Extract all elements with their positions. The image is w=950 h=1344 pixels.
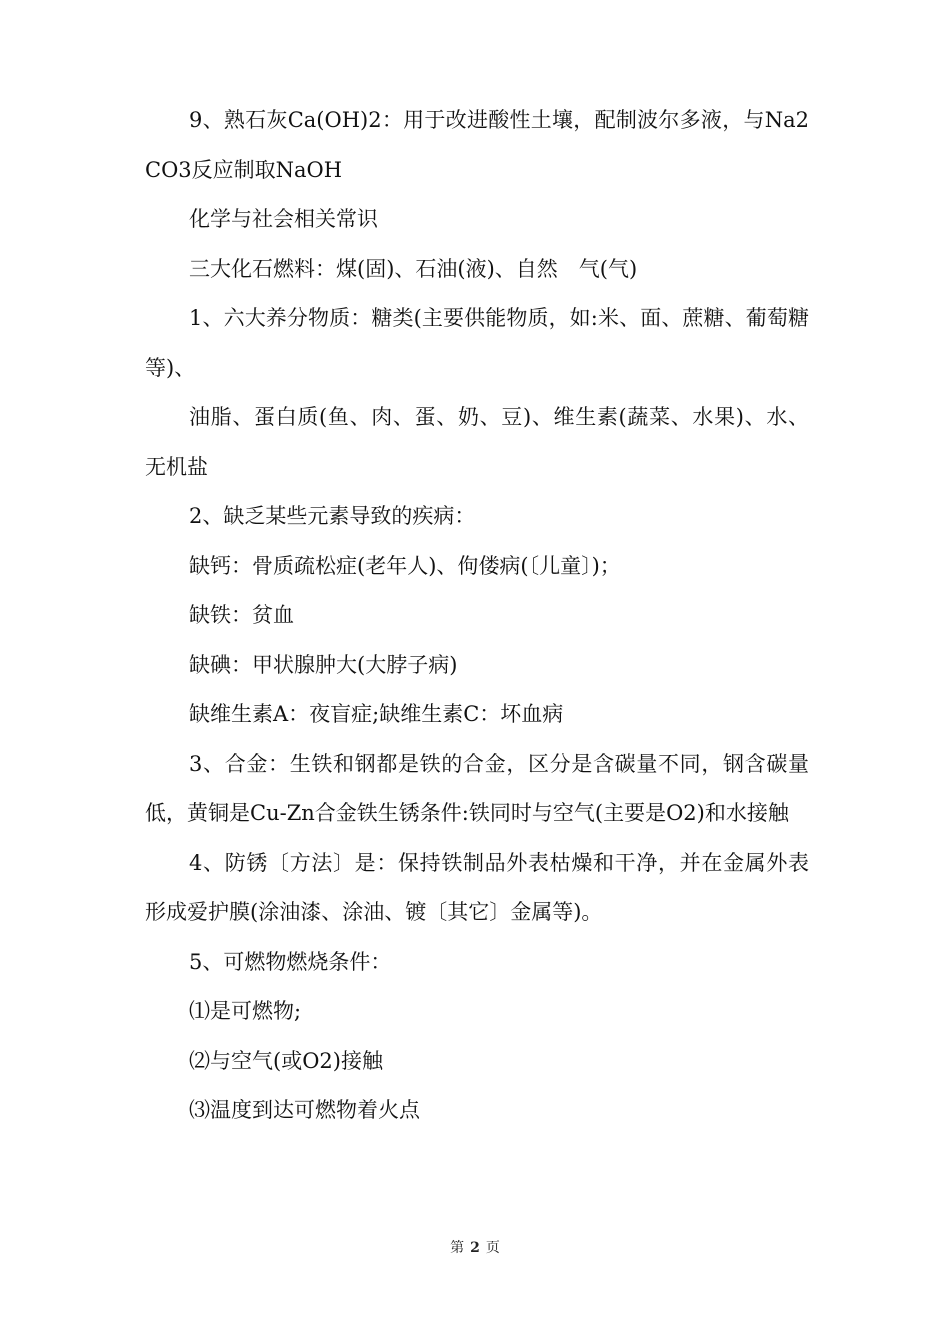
paragraph-calcium-deficiency: 缺钙：骨质疏松症(老年人)、佝偻病(〔儿童〕)； <box>189 553 621 578</box>
paragraph-nutrients: 1、六大养分物质：糖类(主要供能物质，如:米、面、蔗糖、葡萄糖等)、 <box>145 306 809 380</box>
paragraph-vitamin-deficiency: 缺维生素A：夜盲症;缺维生素C：坏血病 <box>189 702 564 726</box>
paragraph-section-heading: 化学与社会相关常识 <box>189 207 378 231</box>
paragraph-combustion-conditions: 5、可燃物燃烧条件： <box>189 949 392 974</box>
document-body <box>145 96 809 1136</box>
footer-prefix: 第 <box>450 1240 465 1256</box>
paragraph-iodine-deficiency: 缺碘：甲状腺肿大(大脖子病) <box>189 652 458 677</box>
page-footer <box>0 1238 950 1258</box>
paragraph-nutrients-continued: 油脂、蛋白质(鱼、肉、蛋、奶、豆)、维生素(蔬菜、水果)、水、无机盐 <box>145 405 809 479</box>
paragraph-fossil-fuels: 三大化石燃料：煤(固)、石油(液)、自然 气(气) <box>189 256 638 281</box>
page-number: 2 <box>470 1240 480 1256</box>
paragraph-alloys: 3、合金：生铁和钢都是铁的合金，区分是含碳量不同，钢含碳量低，黄铜是Cu-Zn合金铁生锈条件:铁同时与空气(主要是O2)和水接触 <box>145 751 809 825</box>
paragraph-deficiency-diseases: 2、缺乏某些元素导致的疾病： <box>189 504 476 528</box>
paragraph-rust-prevention: 4、防锈〔方法〕是：保持铁制品外表枯燥和干净，并在金属外表形成爱护膜(涂油漆、涂油、镀〔其它〕金属等)。 <box>145 850 809 924</box>
paragraph-condition-2: ⑵与空气(或O2)接触 <box>189 1048 383 1073</box>
paragraph-condition-1: ⑴是可燃物; <box>189 999 302 1023</box>
footer-suffix: 页 <box>485 1240 500 1256</box>
paragraph-condition-3: ⑶温度到达可燃物着火点 <box>189 1098 420 1122</box>
paragraph-slaked-lime: 9、熟石灰Ca(OH)2：用于改进酸性土壤，配制波尔多液，与Na2CO3反应制取NaOH <box>145 108 809 182</box>
paragraph-iron-deficiency: 缺铁：贫血 <box>189 603 294 627</box>
